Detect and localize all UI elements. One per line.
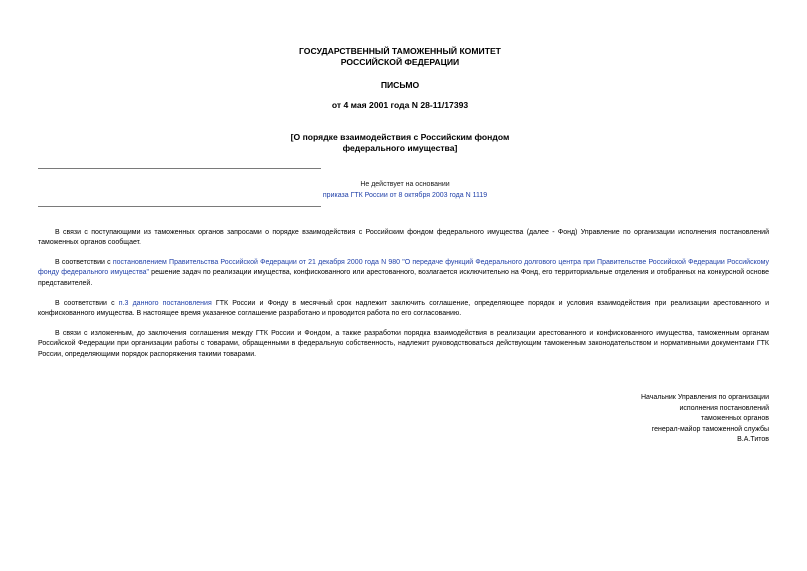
paragraph-3 xyxy=(38,299,769,320)
paragraph-3-text-start: В соответствии с xyxy=(55,300,119,307)
agency-line-2: РОССИЙСКОЙ ФЕДЕРАЦИИ xyxy=(340,57,460,67)
signature-line: исполнения постановлений xyxy=(679,404,769,412)
signatory-name: В.А.Титов xyxy=(737,436,769,444)
issuing-agency xyxy=(160,46,640,68)
document-subject xyxy=(160,132,640,154)
paragraph-4: В связи с изложенным, до заключения соглашения между ГТК России и Фондом, а также разработки порядка взаимодействия в реализации арестованного и конфискованного имущества, таможенным органам Российской Федерации при организации работы с товарами, обращенными в федеральную собственность, надлежит руководствоваться действующим таможенным законодательством и нормативными документами ГТК России, определяющими порядок распоряжения такими товарами. xyxy=(38,330,769,358)
signature-block xyxy=(560,393,769,446)
government-decree-link[interactable]: постановлением Правительства Российской Федерации от 21 декабря 2000 года N 980 "О передаче функций Федерального долгового центра при Правительстве Российской Федерации Российскому фонду федерального имущества" xyxy=(38,259,770,277)
document-type: ПИСЬМО xyxy=(380,80,420,90)
signature-line: Начальник Управления по организации xyxy=(640,394,769,401)
subject-line-2: федерального имущества] xyxy=(342,143,458,153)
status-note xyxy=(300,180,510,201)
paragraph-3-text-end: ГТК России и Фонду в месячный срок надлежит заключить соглашение, определяющее порядок и условия взаимодействия при реализации арестованного и конфискованного имущества. В настоящее время указанное соглашение разработано и проводится работа по его согласованию. xyxy=(38,300,770,318)
signature-line: таможенных органов xyxy=(701,415,769,423)
subject-line-1: [О порядке взаимодействия с Российским фондом xyxy=(290,132,510,142)
paragraph-2 xyxy=(38,258,769,289)
paragraph-2-text-end: решение задач по реализации имущества, конфискованного или арестованного, возлагается исключительно на Фонд, его территориальные отделения и отобранных на конкурсной основе представителей. xyxy=(38,269,769,287)
status-note-text: Не действует на основании xyxy=(360,181,450,188)
repeal-order-link[interactable]: приказа ГТК России от 8 октября 2003 года N 1119 xyxy=(322,191,488,199)
divider-bottom xyxy=(38,206,321,207)
agency-line-1: ГОСУДАРСТВЕННЫЙ ТАМОЖЕННЫЙ КОМИТЕТ xyxy=(299,46,501,56)
paragraph-2-text-start: В соответствии с xyxy=(55,259,113,266)
paragraph-1: В связи с поступающими из таможенных органов запросами о порядке взаимодействия с Российским фондом федерального имущества (далее - Фонд) Управление по организации исполнения постановлений таможенных органов сообщает. xyxy=(38,229,769,247)
divider-top xyxy=(38,168,321,169)
decree-clause-3-link[interactable]: п.3 данного постановления xyxy=(118,300,212,307)
document-date-number: от 4 мая 2001 года N 28-11/17393 xyxy=(331,100,469,110)
signature-line: генерал-майор таможенной службы xyxy=(651,425,769,433)
